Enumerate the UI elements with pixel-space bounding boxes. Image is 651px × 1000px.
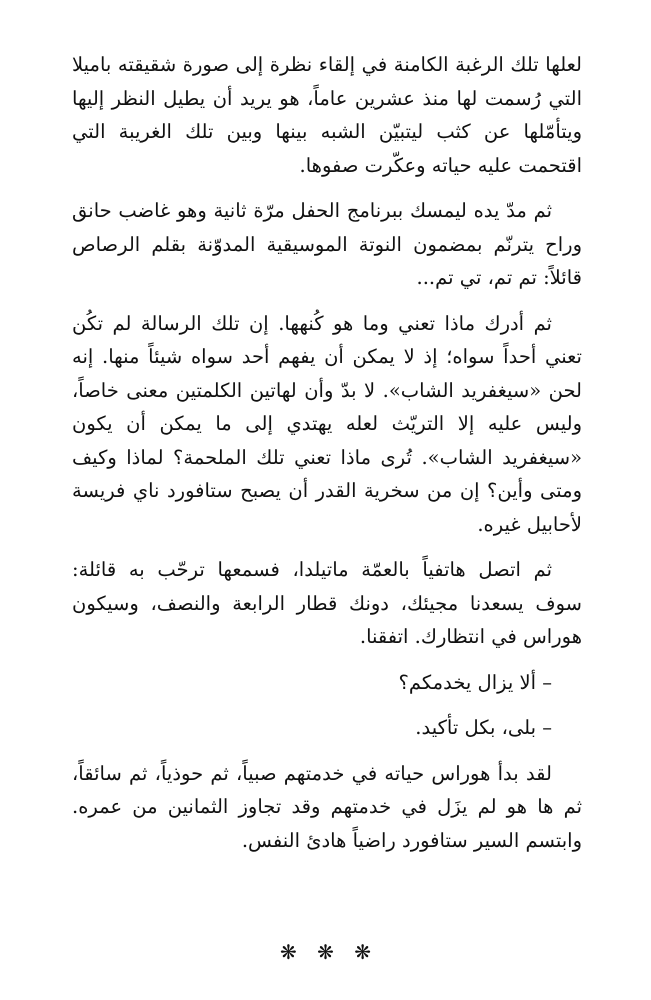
- dialogue-line-1: – ألا يزال يخدمكم؟: [398, 670, 552, 694]
- paragraph-1: لعلها تلك الرغبة الكامنة في إلقاء نظرة إلى صورة شقيقته باميلا التي رُسمت لها منذ عشرين عاماً، هو يريد أن يطيل النظر إليها ويتأمّلها عن كثب ليتبيّن الشبه بينها وبين تلك الغريبة التي اقتحمت عليه حياته وعكّرت صفوها.: [72, 53, 582, 177]
- paragraph-3: ثم أدرك ماذا تعني وما هو كُنهها. إن تلك الرسالة لم تكُن تعني أحداً سواه؛ إذ لا يمكن أن يفهم أحد سواه شيئاً منها. إنه لحن «سيغفريد الشاب». لا بدّ وأن لهاتين الكلمتين معنى خاصاً، وليس عليه إلا التريّث لعله يهتدي إلى ما يمكن أن يكون «سيغفريد الشاب». تُرى ماذا تعني تلك الملحمة؟ لماذا وكيف ومتى وأين؟ إن من سخرية القدر أن يصبح ستافورد ناي فريسة لأحابيل غيره.: [72, 311, 582, 536]
- dialogue-line-2: – بلى، بكل تأكيد.: [415, 716, 552, 739]
- section-break-ornament: ❋ ❋ ❋: [280, 940, 371, 964]
- page-body: [72, 48, 582, 869]
- paragraph-closing: لقد بدأ هوراس حياته في خدمتهم صبياً، ثم حوذياً، ثم سائقاً، ثم ها هو لم يزَل في خدمتهم وقد تجاوز الثمانين من عمره. وابتسم السير ستافورد راضياً هادئ النفس.: [72, 761, 582, 852]
- paragraph-4: ثم اتصل هاتفياً بالعمّة ماتيلدا، فسمعها ترحّب به قائلة: سوف يسعدنا مجيئك، دونك قطار الرابعة والنصف، وسيكون هوراس في انتظارك. اتفقنا.: [72, 558, 582, 648]
- paragraph-2: ثم مدّ يده ليمسك ببرنامج الحفل مرّة ثانية وهو غاضب حانق وراح يترنّم بمضمون النوتة الموسيقية المدوّنة بقلم الرصاص قائلاً: تم تم، تي تم...: [72, 199, 582, 289]
